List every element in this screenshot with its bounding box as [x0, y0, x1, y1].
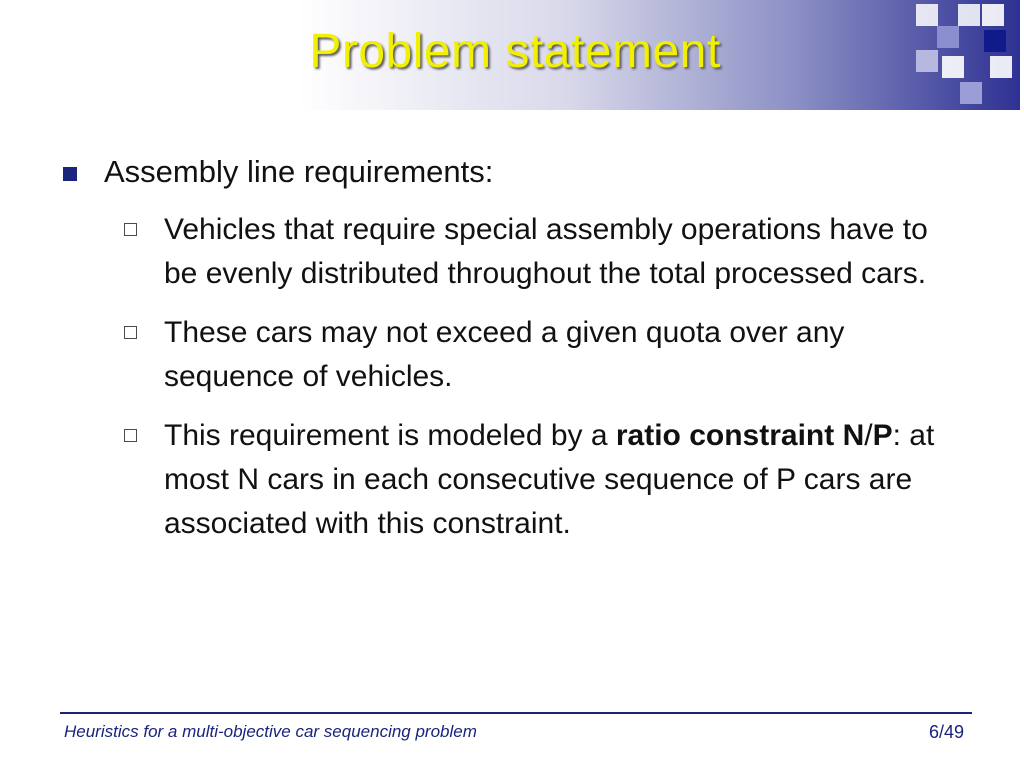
deco-square: [982, 4, 1004, 26]
footer-divider: [60, 712, 972, 714]
deco-square: [960, 82, 982, 104]
sub-bullet-text: Vehicles that require special assembly operations have to be evenly distributed throughout the total processed cars.: [164, 213, 928, 290]
sub-bullet-item: [60, 208, 960, 296]
bold-term: P: [872, 419, 893, 452]
sub-bullet-item: [60, 414, 960, 546]
slide-title: Problem statement: [309, 25, 721, 78]
footer-title: Heuristics for a multi-objective car sequencing problem: [64, 722, 477, 741]
sub-bullet-text: These cars may not exceed a given quota over any sequence of vehicles.: [164, 316, 845, 393]
hollow-square-bullet-icon: [124, 326, 137, 339]
sub-bullet-text: [164, 419, 934, 540]
bold-term: ratio constraint N: [615, 419, 865, 452]
text-segment: This requirement is modeled by a: [164, 419, 616, 452]
deco-square: [958, 4, 980, 26]
bullet-item: [60, 150, 960, 194]
deco-square: [916, 4, 938, 26]
hollow-square-bullet-icon: [124, 223, 137, 236]
square-bullet-icon: [63, 167, 77, 181]
hollow-square-bullet-icon: [124, 429, 137, 442]
slash: /: [864, 419, 873, 452]
slide-content: [60, 150, 960, 561]
text-segment: : at most N cars in each consecutive sequence of P cars are associated with this constraint.: [164, 419, 935, 540]
bullet-text: Assembly line requirements:: [104, 154, 494, 189]
page-number: 6/49: [928, 722, 964, 742]
sub-bullet-item: [60, 311, 960, 399]
